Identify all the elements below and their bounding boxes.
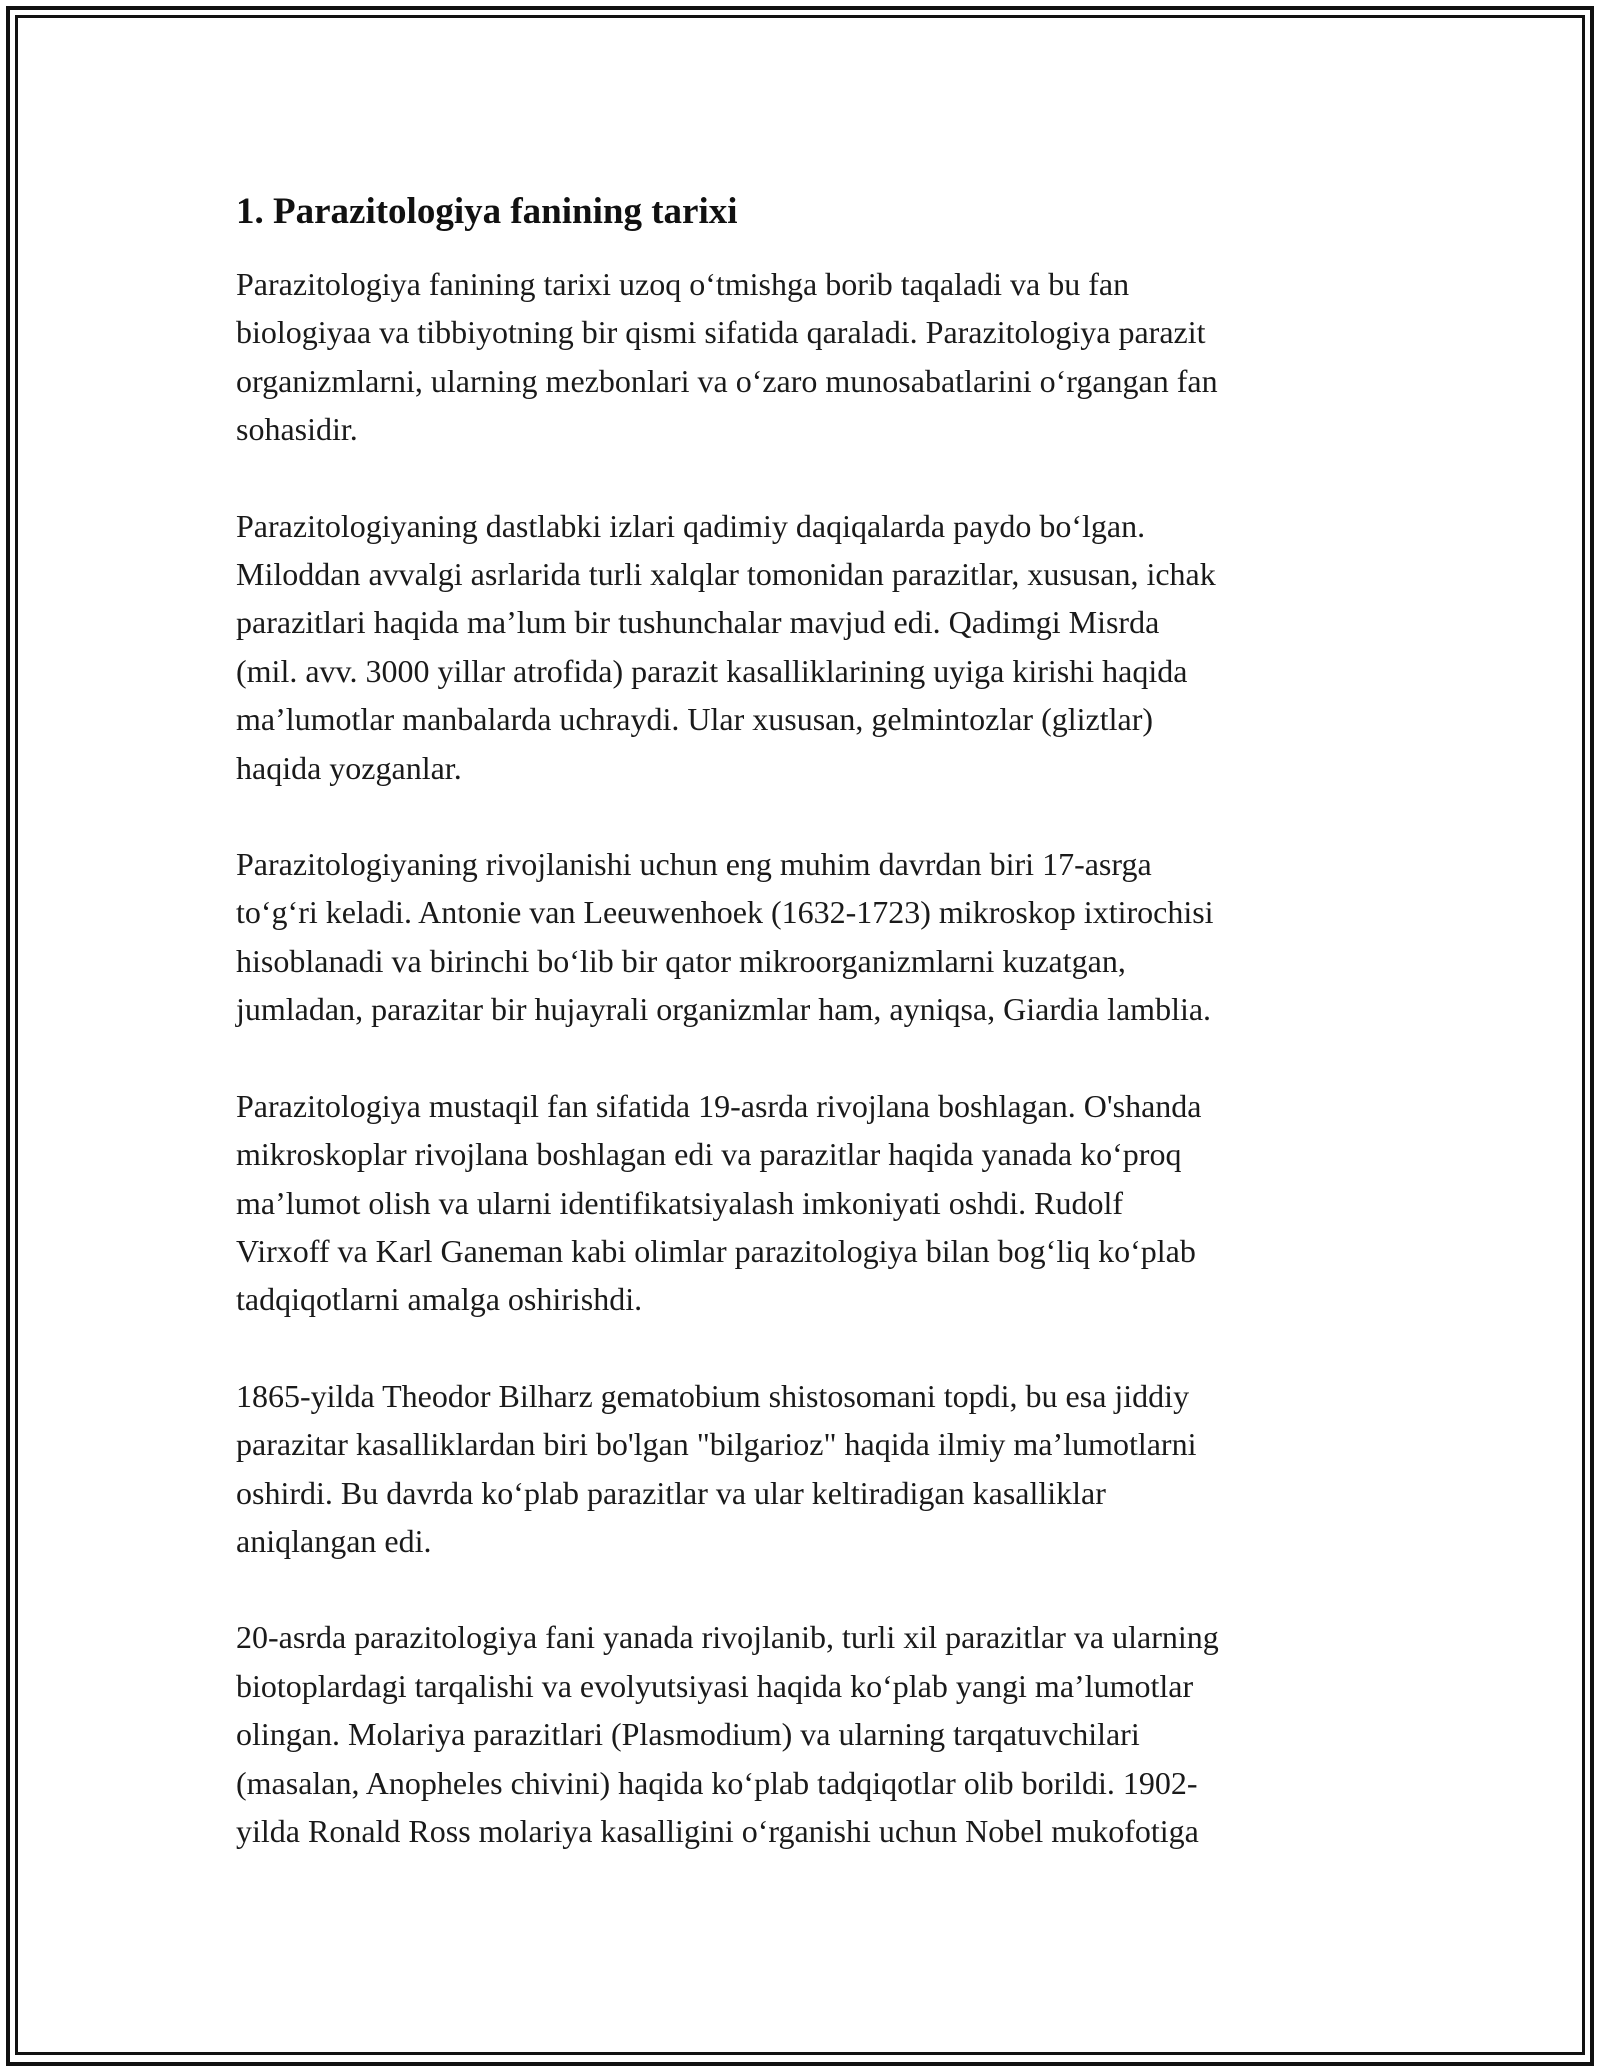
paragraph bbox=[236, 1613, 1376, 1855]
paragraph-line: Parazitologiyaning dastlabki izlari qadimiy daqiqalarda paydo bo‘lgan. bbox=[236, 507, 1146, 544]
paragraph-line: organizmlarni, ularning mezbonlari va o‘zaro munosabatlarini o‘rgangan fan bbox=[236, 362, 1218, 399]
paragraph-line: Virxoff va Karl Ganeman kabi olimlar parazitologiya bilan bog‘liq ko‘plab bbox=[236, 1232, 1196, 1269]
paragraph-line: Parazitologiyaning rivojlanishi uchun eng muhim davrdan biri 17-asrga bbox=[236, 846, 1152, 883]
paragraph-line: 1865-yilda Theodor Bilharz gematobium shistosomani topdi, bu esa jiddiy bbox=[236, 1377, 1190, 1414]
paragraph-list bbox=[236, 260, 1376, 1855]
paragraph-line: oshirdi. Bu davrda ko‘plab parazitlar va ular keltiradigan kasalliklar bbox=[236, 1474, 1106, 1511]
paragraph-line: Miloddan avvalgi asrlarida turli xalqlar tomonidan parazitlar, xususan, ichak bbox=[236, 556, 1216, 593]
paragraph-line: biologiyaa va tibbiyotning bir qismi sifatida qaraladi. Parazitologiya parazit bbox=[236, 314, 1206, 351]
paragraph-line: ma’lumotlar manbalarda uchraydi. Ular xususan, gelmintozlar (gliztlar) bbox=[236, 701, 1153, 738]
paragraph-line: mikroskoplar rivojlana boshlagan edi va parazitlar haqida yanada ko‘proq bbox=[236, 1136, 1182, 1173]
paragraph-line: yilda Ronald Ross molariya kasalligini o‘rganishi uchun Nobel mukofotiga bbox=[236, 1812, 1199, 1849]
paragraph-line: haqida yozganlar. bbox=[236, 749, 462, 786]
paragraph-line: ma’lumot olish va ularni identifikatsiyalash imkoniyati oshdi. Rudolf bbox=[236, 1184, 1123, 1221]
paragraph-line: sohasidir. bbox=[236, 411, 358, 448]
paragraph-line: parazitar kasalliklardan biri bo'lgan "bilgarioz" haqida ilmiy ma’lumotlarni bbox=[236, 1426, 1197, 1463]
paragraph-line: tadqiqotlarni amalga oshirishdi. bbox=[236, 1281, 643, 1318]
paragraph bbox=[236, 1082, 1376, 1324]
paragraph-line: hisoblanadi va birinchi bo‘lib bir qator mikroorganizmlarni kuzatgan, bbox=[236, 942, 1126, 979]
paragraph-line: jumladan, parazitar bir hujayrali organizmlar ham, ayniqsa, Giardia lamblia. bbox=[236, 991, 1212, 1028]
paragraph bbox=[236, 260, 1376, 454]
paragraph-line: Parazitologiya fanining tarixi uzoq o‘tmishga borib taqaladi va bu fan bbox=[236, 266, 1130, 302]
paragraph-line: aniqlangan edi. bbox=[236, 1522, 432, 1559]
paragraph-line: Parazitologiya mustaqil fan sifatida 19-asrda rivojlana boshlagan. O'shanda bbox=[236, 1087, 1202, 1124]
paragraph-line: 20-asrda parazitologiya fani yanada rivojlanib, turli xil parazitlar va ularning bbox=[236, 1619, 1219, 1656]
paragraph bbox=[236, 502, 1376, 792]
paragraph-line: (masalan, Anopheles chivini) haqida ko‘plab tadqiqotlar olib borildi. 1902- bbox=[236, 1764, 1198, 1801]
paragraph-line: biotoplardagi tarqalishi va evolyutsiyasi haqida ko‘plab yangi ma’lumotlar bbox=[236, 1667, 1194, 1704]
paragraph-line: (mil. avv. 3000 yillar atrofida) parazit kasalliklarining uyiga kirishi haqida bbox=[236, 652, 1188, 689]
section-heading: 1. Parazitologiya fanining tarixi bbox=[236, 191, 738, 232]
paragraph bbox=[236, 840, 1376, 1034]
paragraph bbox=[236, 1372, 1376, 1566]
paragraph-line: olingan. Molariya parazitlari (Plasmodium) va ularning tarqatuvchilari bbox=[236, 1716, 1140, 1753]
paragraph-line: parazitlari haqida ma’lum bir tushunchalar mavjud edi. Qadimgi Misrda bbox=[236, 604, 1160, 641]
document-body bbox=[236, 186, 1376, 1903]
paragraph-line: to‘g‘ri keladi. Antonie van Leeuwenhoek (1632-1723) mikroskop ixtirochisi bbox=[236, 894, 1214, 931]
